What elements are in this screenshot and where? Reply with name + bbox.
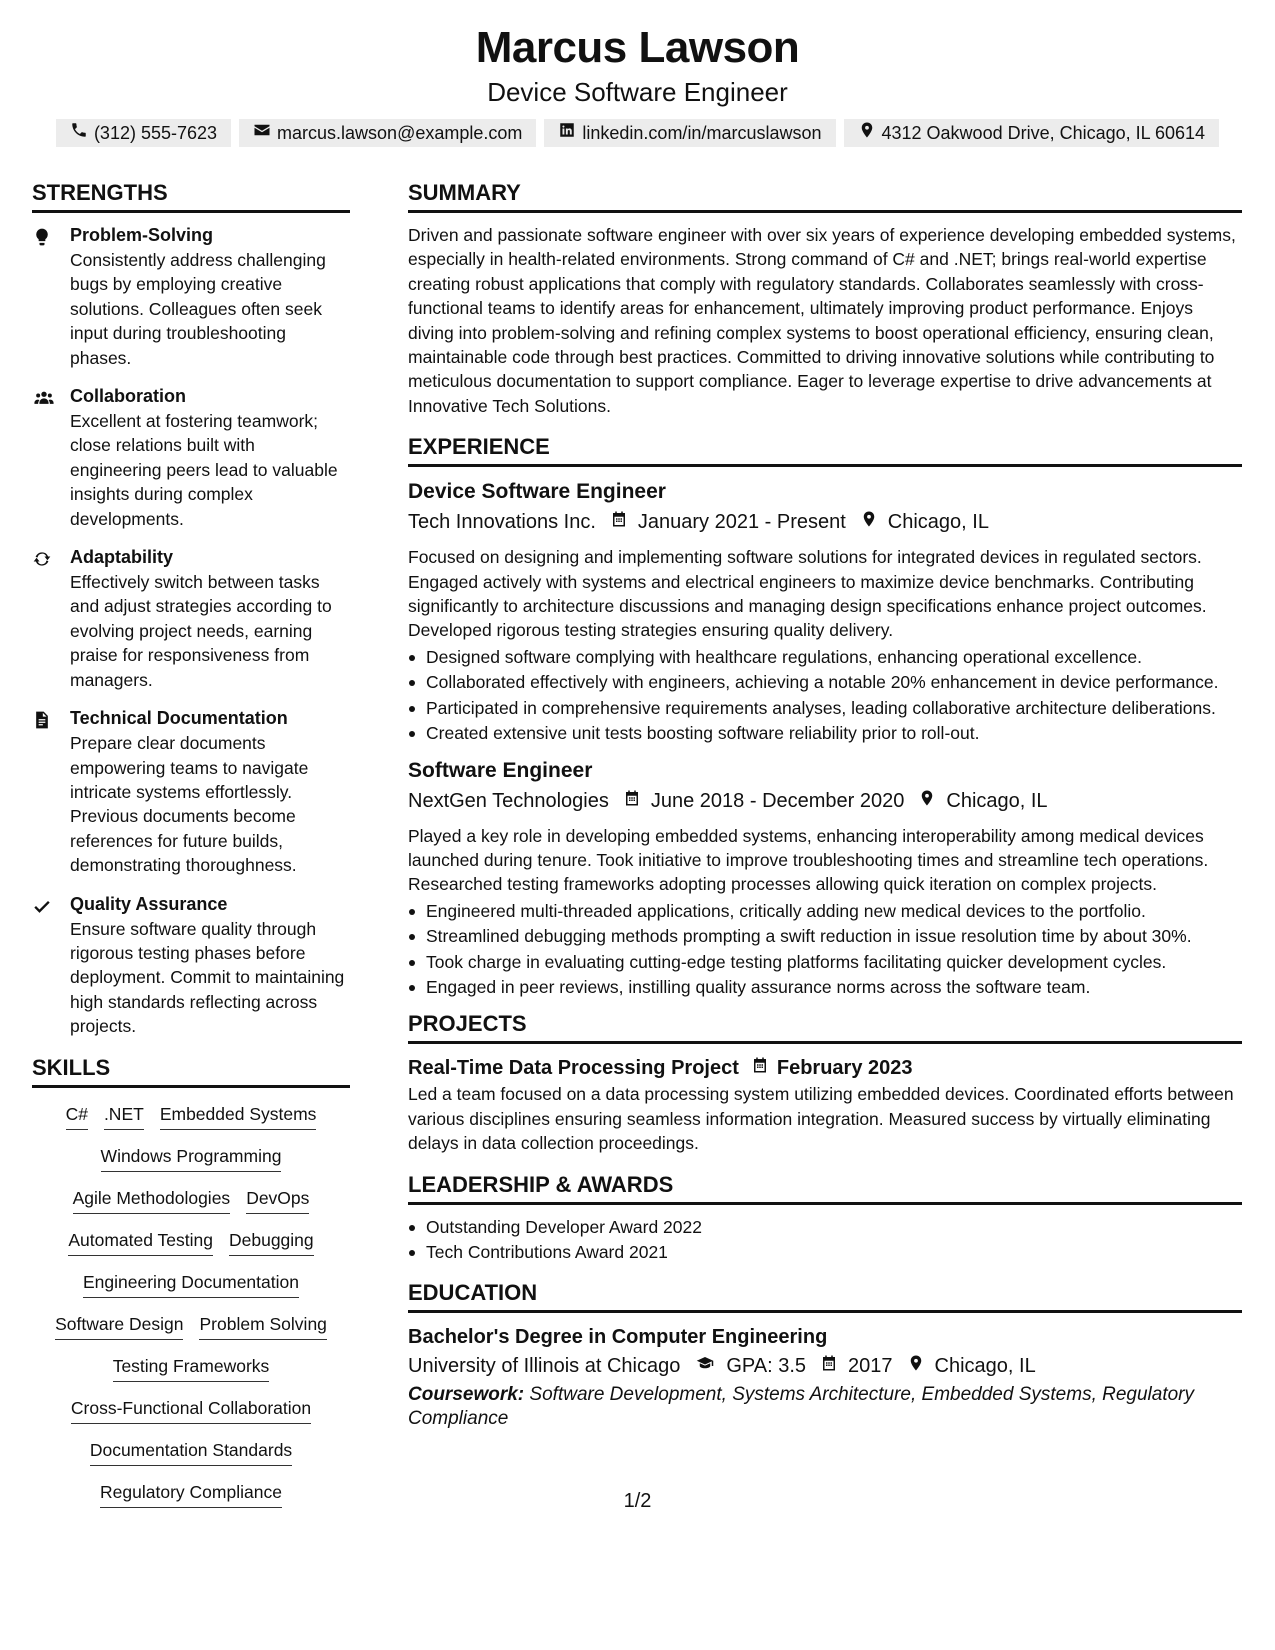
strength-title: Technical Documentation <box>70 708 288 729</box>
skill-tag: Documentation Standards <box>90 1438 292 1466</box>
job-entry <box>408 756 1242 1000</box>
strength-item <box>32 223 350 370</box>
skill-tag: Cross-Functional Collaboration <box>71 1396 311 1424</box>
skill-tag: Agile Methodologies <box>73 1186 231 1214</box>
strength-item <box>32 892 350 1039</box>
resume-header <box>0 22 1275 147</box>
strength-title: Collaboration <box>70 386 186 407</box>
award-item: Tech Contributions Award 2021 <box>408 1240 1242 1264</box>
education-heading: EDUCATION <box>408 1278 1242 1313</box>
awards-list <box>408 1215 1242 1265</box>
envelope-icon <box>253 119 271 147</box>
map-marker-icon <box>904 786 946 816</box>
job-title: Software Engineer <box>408 758 593 782</box>
project-entry <box>408 1054 1242 1155</box>
bullet-item: Engineered multi-threaded applications, critically adding new medical devices to the portfolio. <box>408 899 1242 923</box>
users-icon <box>32 384 70 531</box>
coursework-list: Software Development, Systems Architecture, Embedded Systems, Regulatory Compliance <box>408 1384 1195 1430</box>
strength-desc: Excellent at fostering teamwork; close relations built with engineering peers lead to valuable insights during complex developments. <box>70 411 338 529</box>
map-marker-icon <box>858 119 876 147</box>
award-item: Outstanding Developer Award 2022 <box>408 1215 1242 1239</box>
skill-tag: Automated Testing <box>68 1228 213 1256</box>
strength-desc: Effectively switch between tasks and adjust strategies according to evolving project needs, earning praise for responsiveness from managers. <box>70 572 332 690</box>
calendar-icon <box>609 786 651 816</box>
job-dates: January 2021 - Present <box>637 511 846 534</box>
graduation-year: 2017 <box>848 1355 893 1378</box>
project-title: Real-Time Data Processing Project <box>408 1057 739 1080</box>
skill-tag: Regulatory Compliance <box>100 1480 282 1508</box>
skill-tag: Engineering Documentation <box>83 1270 299 1298</box>
strength-title: Quality Assurance <box>70 893 228 914</box>
calendar-icon <box>739 1054 777 1082</box>
linkedin-icon <box>558 119 576 147</box>
strength-item <box>32 706 350 877</box>
gpa: GPA: 3.5 <box>726 1355 807 1378</box>
strength-item <box>32 384 350 531</box>
contact-address[interactable] <box>844 119 1220 147</box>
phone-icon <box>70 119 88 147</box>
job-meta <box>408 786 1242 816</box>
coursework <box>408 1383 1242 1431</box>
strength-desc: Consistently address challenging bugs by employing creative solutions. Colleagues often seek input during troubleshooting phases. <box>70 250 326 368</box>
bullet-item: Participated in comprehensive requirements analyses, leading collaborative architecture deliberations. <box>408 696 1242 720</box>
skill-tag: Testing Frameworks <box>113 1354 270 1382</box>
bullet-item: Streamlined debugging methods prompting a swift reduction in issue resolution time by about 30%. <box>408 924 1242 948</box>
check-icon <box>32 892 70 1039</box>
job-location: Chicago, IL <box>887 511 989 534</box>
bullet-item: Engaged in peer reviews, instilling quality assurance norms across the software team. <box>408 975 1242 999</box>
calendar-icon <box>806 1351 848 1381</box>
skill-tag: C# <box>66 1102 88 1130</box>
job-location: Chicago, IL <box>946 789 1048 812</box>
strengths-heading: STRENGTHS <box>32 178 350 213</box>
skill-tag: .NET <box>104 1102 144 1130</box>
contact-phone-text: (312) 555-7623 <box>93 123 218 143</box>
job-dates: June 2018 - December 2020 <box>650 789 905 812</box>
skill-tag: Debugging <box>229 1228 314 1256</box>
skill-tag: DevOps <box>246 1186 309 1214</box>
strength-title: Problem-Solving <box>70 225 214 245</box>
graduation-cap-icon <box>680 1351 726 1381</box>
coursework-label: Coursework: <box>408 1384 525 1406</box>
job-title: Device Software Engineer <box>408 480 666 504</box>
bullet-item: Designed software complying with healthcare regulations, enhancing operational excellence. <box>408 645 1242 669</box>
job-description: Played a key role in developing embedded systems, enhancing interoperability among medical devices launched during tenure. Took initiative to improve troubleshooting times and streamline tech operations. Researched testing frameworks adopting processes allowing quick iteration on complex projects. <box>408 825 1209 895</box>
right-column <box>408 178 1242 1431</box>
document-icon <box>32 706 70 877</box>
candidate-name: Marcus Lawson <box>475 23 800 72</box>
contact-bar <box>0 119 1275 147</box>
job-meta <box>408 507 1242 537</box>
skill-tag: Software Design <box>55 1312 183 1340</box>
summary-text: Driven and passionate software engineer with over six years of experience developing embedded systems, especially in health-related environments. Strong command of C# and .NET; brings real-world expertise creating robust applications that comply with regulatory standards. Collaborates seamlessly with cross-functional teams to identify areas for enhancement, ultimately improving product performance. Enjoys diving into problem-solving and refining complex systems to boost operational efficiency, ensuring clean, maintainable code through best practices. Committed to driving innovative solutions while contributing to meticulous documentation to support compliance. Eager to leverage expertise to drive advancements at Innovative Tech Solutions. <box>408 225 1236 416</box>
page-number: 1/2 <box>623 1490 652 1512</box>
map-marker-icon <box>893 1351 935 1381</box>
contact-linkedin-text: linkedin.com/in/marcuslawson <box>582 123 822 143</box>
candidate-title: Device Software Engineer <box>487 77 788 107</box>
degree-title: Bachelor's Degree in Computer Engineering <box>408 1326 828 1349</box>
contact-email[interactable] <box>239 119 536 147</box>
bullet-item: Took charge in evaluating cutting-edge testing platforms facilitating quicker development cycles. <box>408 950 1242 974</box>
strength-title: Adaptability <box>70 547 174 568</box>
experience-heading: EXPERIENCE <box>408 432 1242 467</box>
bullet-item: Collaborated effectively with engineers, achieving a notable 20% enhancement in device performance. <box>408 670 1242 694</box>
skill-tag: Problem Solving <box>199 1312 326 1340</box>
bullet-item: Created extensive unit tests boosting software reliability prior to roll-out. <box>408 721 1242 745</box>
skills-heading: SKILLS <box>32 1053 350 1088</box>
job-description: Focused on designing and implementing software solutions for integrated devices in regulated sectors. Engaged actively with systems and electrical engineers to maximize device benchmarks. Contributing significantly to architecture discussions and managing design specifications enhance project outcomes. Developed rigorous testing strategies ensuring quality delivery. <box>408 547 1207 641</box>
strength-desc: Prepare clear documents empowering teams to navigate intricate systems effortlessly. Previous documents become references for future builds, demonstrating thoroughness. <box>70 733 309 876</box>
job-bullets <box>408 899 1242 1000</box>
job-entry <box>408 477 1242 745</box>
job-bullets <box>408 645 1242 746</box>
summary-heading: SUMMARY <box>408 178 1242 213</box>
contact-linkedin[interactable] <box>544 119 835 147</box>
job-company: NextGen Technologies <box>408 789 609 812</box>
contact-address-text: 4312 Oakwood Drive, Chicago, IL 60614 <box>881 123 1206 143</box>
contact-email-text: marcus.lawson@example.com <box>277 123 523 143</box>
projects-heading: PROJECTS <box>408 1009 1242 1044</box>
education-entry <box>408 1323 1242 1431</box>
project-date: February 2023 <box>776 1057 913 1080</box>
contact-phone[interactable] <box>56 119 231 147</box>
education-meta <box>408 1351 1242 1381</box>
skills-list <box>32 1098 350 1508</box>
job-company: Tech Innovations Inc. <box>408 511 596 534</box>
left-column <box>32 178 350 1508</box>
school-name: University of Illinois at Chicago <box>408 1355 681 1378</box>
map-marker-icon <box>846 507 888 537</box>
project-header <box>408 1054 1242 1082</box>
calendar-icon <box>596 507 638 537</box>
school-location: Chicago, IL <box>934 1355 1036 1378</box>
lightbulb-icon <box>32 223 70 370</box>
sync-icon <box>32 545 70 692</box>
strength-desc: Ensure software quality through rigorous testing phases before deployment. Commit to maintaining high standards reflecting across projects. <box>70 918 345 1037</box>
project-description: Led a team focused on a data processing system utilizing embedded devices. Coordinated efforts between various disciplines ensuring seamless information integration. Measured success by virtually eliminating delays in data collection proceedings. <box>408 1084 1234 1154</box>
skill-tag: Embedded Systems <box>160 1102 317 1130</box>
strength-item <box>32 545 350 692</box>
skill-tag: Windows Programming <box>101 1144 282 1172</box>
awards-heading: LEADERSHIP & AWARDS <box>408 1170 1242 1205</box>
